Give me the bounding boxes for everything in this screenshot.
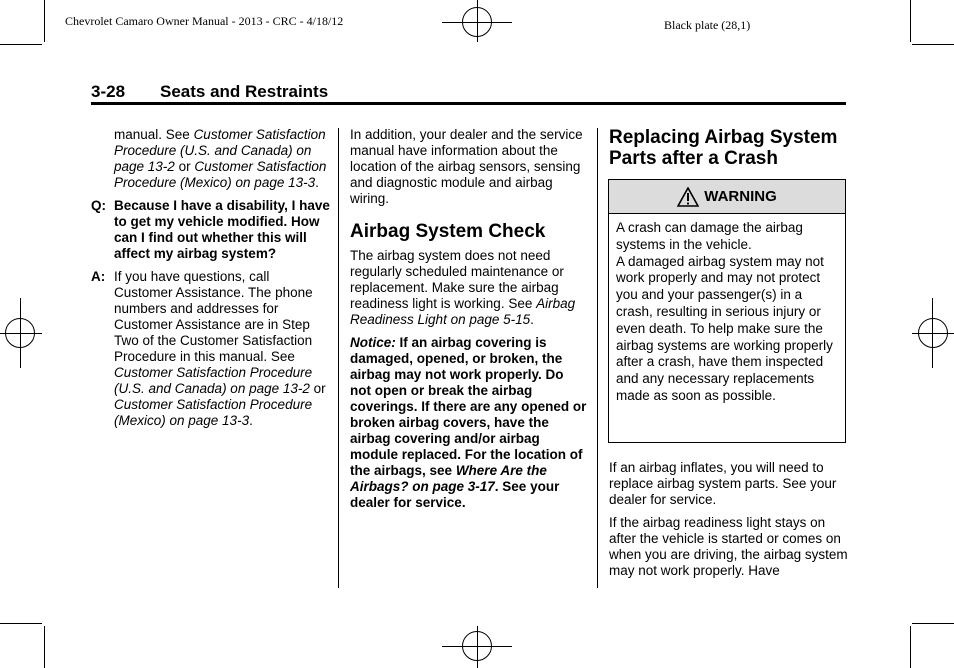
text: . (249, 413, 253, 428)
question-label: Q: (91, 198, 106, 213)
crop-mark (44, 0, 45, 42)
exclamation-icon (677, 187, 699, 207)
crop-mark (44, 626, 45, 668)
paragraph (350, 248, 588, 328)
plate-label: Black plate (28,1) (664, 18, 751, 32)
page-reference-link[interactable]: Customer Satisfaction Procedure (Mexico) on page 13-3 (114, 159, 327, 190)
page-reference-link[interactable]: Airbag Readiness Light on page 5-15 (350, 296, 576, 327)
column-1 (91, 127, 331, 436)
registration-line (912, 333, 954, 334)
text: If an airbag covering is damaged, opened, or broken, the airbag may not work properly. Do not open or break the airbag coverings. If there are any opened or broken airbag covers, have the airbag covering and/or airbag module replaced. For the location of the airbags, see (350, 335, 587, 478)
text: or (309, 381, 326, 396)
text: . See your dealer for service. (350, 479, 560, 510)
section-header (91, 82, 846, 105)
warning-box (608, 179, 846, 443)
column-2 (350, 127, 588, 518)
paragraph: If an airbag inflates, you will need to replace airbag system parts. See your dealer for service. (609, 460, 837, 507)
page-reference-link[interactable]: Customer Satisfaction Procedure (U.S. and Canada) on page 13-2 (114, 127, 326, 174)
crop-mark (912, 44, 954, 45)
notice (350, 335, 588, 511)
text: or (174, 159, 195, 174)
paragraph (91, 127, 331, 191)
text: manual. See (114, 127, 194, 142)
registration-line (477, 0, 478, 42)
heading-airbag-system-check: Airbag System Check (350, 221, 546, 242)
question-text: Because I have a disability, I have to get my vehicle modified. How can I find out whether this will affect my airbag system? (114, 198, 330, 261)
crop-mark (912, 623, 954, 624)
section-title: Seats and Restraints (160, 82, 329, 101)
warning-text: A crash can damage the airbag systems in the vehicle. (616, 220, 803, 252)
registration-line (20, 298, 21, 368)
warning-text: A damaged airbag system may not work properly and may not protect you and your passenger(s) in a crash, resulting in serious injury or even death. To help make sure the airbag systems are working properly after a crash, have them inspected and any necessary replacements made as soon as possible. (616, 253, 833, 403)
page-number: 3-28 (91, 82, 126, 101)
paragraph: If the airbag readiness light stays on after the vehicle is started or comes on when you are driving, the airbag system may not work properly. Have (609, 515, 848, 578)
crop-mark (0, 44, 42, 45)
registration-line (477, 626, 478, 668)
text: . (315, 175, 319, 190)
text: The airbag system does not need regularly scheduled maintenance or replacement. Make sure the airbag readiness light is working. See (350, 248, 564, 311)
text: . (530, 312, 534, 327)
crop-mark (910, 0, 911, 42)
registration-line (932, 298, 933, 368)
answer-label: A: (91, 269, 106, 284)
column-divider (597, 128, 598, 588)
document-title: Chevrolet Camaro Owner Manual - 2013 - CRC - 4/18/12 (65, 14, 344, 28)
column-3 (609, 127, 847, 169)
page-reference-link[interactable]: Customer Satisfaction Procedure (Mexico) on page 13-3 (114, 397, 313, 428)
column-divider (338, 128, 339, 588)
page-reference-link[interactable]: Customer Satisfaction Procedure (U.S. and Canada) on page 13-2 (114, 365, 313, 396)
column-3-body (609, 460, 849, 586)
question (91, 198, 331, 262)
heading-replacing-airbag-parts: Replacing Airbag System Parts after a Crash (609, 127, 838, 169)
notice-label: Notice: (350, 335, 396, 350)
registration-line (0, 333, 42, 334)
warning-header (609, 180, 845, 214)
answer (91, 269, 331, 429)
page-reference-link[interactable]: Where Are the Airbags? on page 3-17 (350, 463, 547, 494)
text: If you have questions, call Customer Assistance. The phone numbers and addresses for Customer Assistance are in Step Two of the Customer Satisfaction Procedure in this manual. See (114, 269, 313, 364)
paragraph: In addition, your dealer and the service manual have information about the location of the airbag sensors, sensing and diagnostic module and airbag wiring. (350, 127, 583, 206)
warning-body (609, 214, 845, 411)
warning-label: WARNING (704, 188, 777, 205)
crop-mark (0, 623, 42, 624)
answer-text (114, 269, 331, 429)
crop-mark (910, 626, 911, 668)
